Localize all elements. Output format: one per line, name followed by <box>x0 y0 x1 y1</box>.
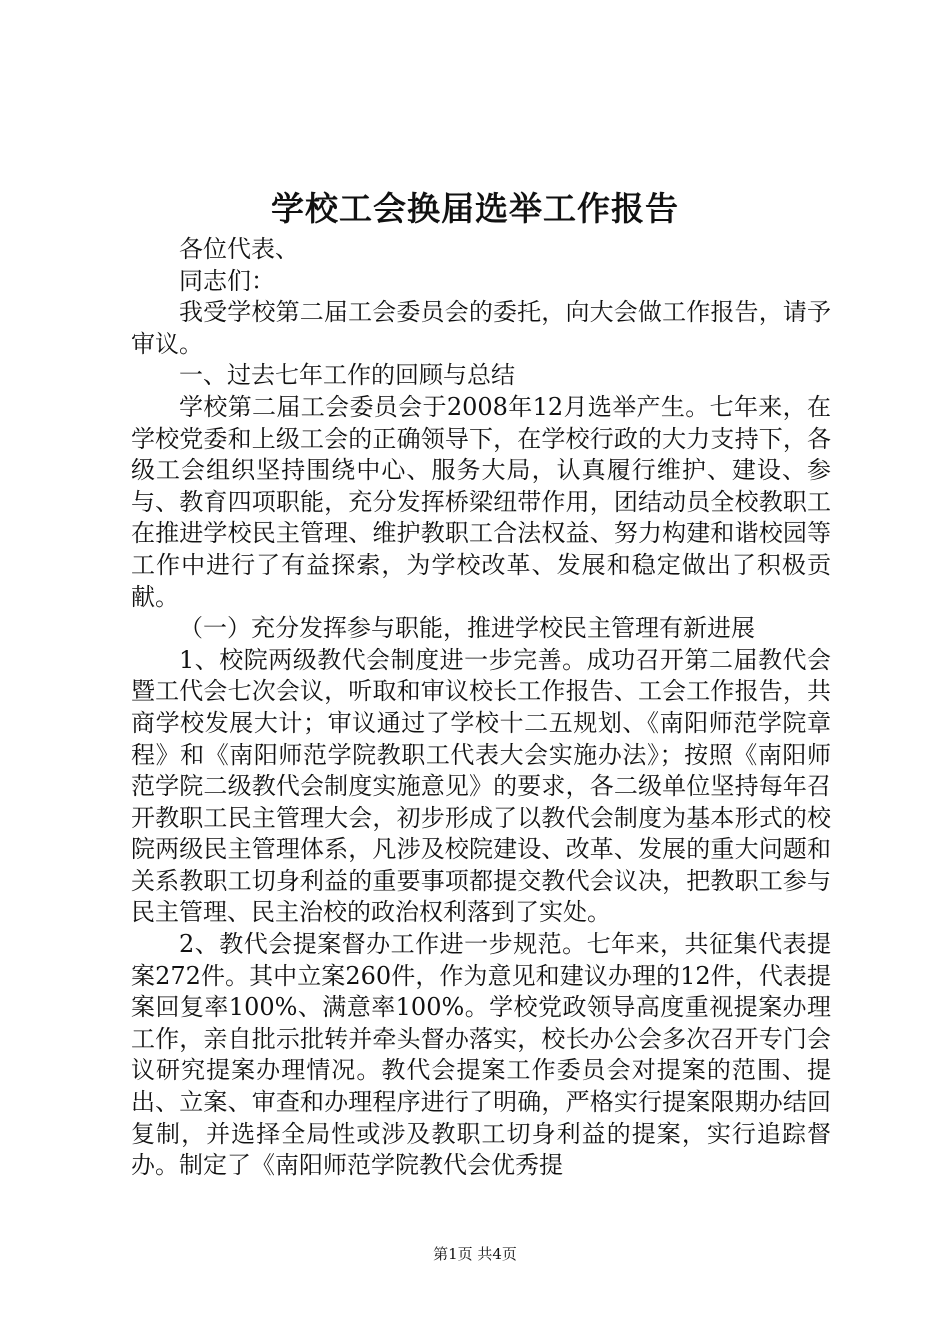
intro-paragraph: 我受学校第二届工会委员会的委托，向大会做工作报告，请予审议。 <box>131 298 831 358</box>
item-2-paragraph: 2、教代会提案督办工作进一步规范。七年来，共征集代表提案272件。其中立案260件，作为意见和建议办理的12件，代表提案回复率100%、满意率100%。学校党政领导高度重视提案办理工作，亲自批示批转并牵头督办落实，校长办公会多次召开专门会议研究提案办理情况。教代会提案工作委员会对提案的范围、提出、立案、审查和办理程序进行了明确，严格实行提案限期办结回复制，并选择全局性或涉及教职工切身利益的提案，实行追踪督办。制定了《南阳师范学院教代会优秀提 <box>131 930 831 1180</box>
page-title: 学校工会换届选举工作报告 <box>271 189 679 228</box>
document-body <box>131 234 831 1182</box>
item-1-paragraph: 1、校院两级教代会制度进一步完善。成功召开第二届教代会暨工代会七次会议，听取和审议校长工作报告、工会工作报告，共商学校发展大计；审议通过了学校十二五规划、《南阳师范学院章程》和《南阳师范学院教职工代表大会实施办法》；按照《南阳师范学院二级教代会制度实施意见》的要求，各二级单位坚持每年召开教职工民主管理大会，初步形成了以教代会制度为基本形式的校院两级民主管理体系，凡涉及校院建设、改革、发展的重大问题和关系教职工切身利益的重要事项都提交教代会议决，把教职工参与民主管理、民主治校的政治权利落到了实处。 <box>131 645 831 927</box>
section-heading: 一、过去七年工作的回顾与总结 <box>179 361 515 390</box>
page-footer: 第1页 共4页 <box>433 1245 517 1263</box>
salutation-line-1: 各位代表、 <box>179 235 299 263</box>
salutation-line-2: 同志们： <box>179 266 275 295</box>
overview-paragraph: 学校第二届工会委员会于2008年12月选举产生。七年来，在学校党委和上级工会的正确领导下，在学校行政的大力支持下，各级工会组织坚持围绕中心、服务大局，认真履行维护、建设、参与、教育四项职能，充分发挥桥梁纽带作用，团结动员全校教职工在推进学校民主管理、维护教职工合法权益、努力构建和谐校园等工作中进行了有益探索，为学校改革、发展和稳定做出了积极贡献。 <box>131 392 831 611</box>
subsection-heading: （一）充分发挥参与职能，推进学校民主管理有新进展 <box>179 614 755 643</box>
